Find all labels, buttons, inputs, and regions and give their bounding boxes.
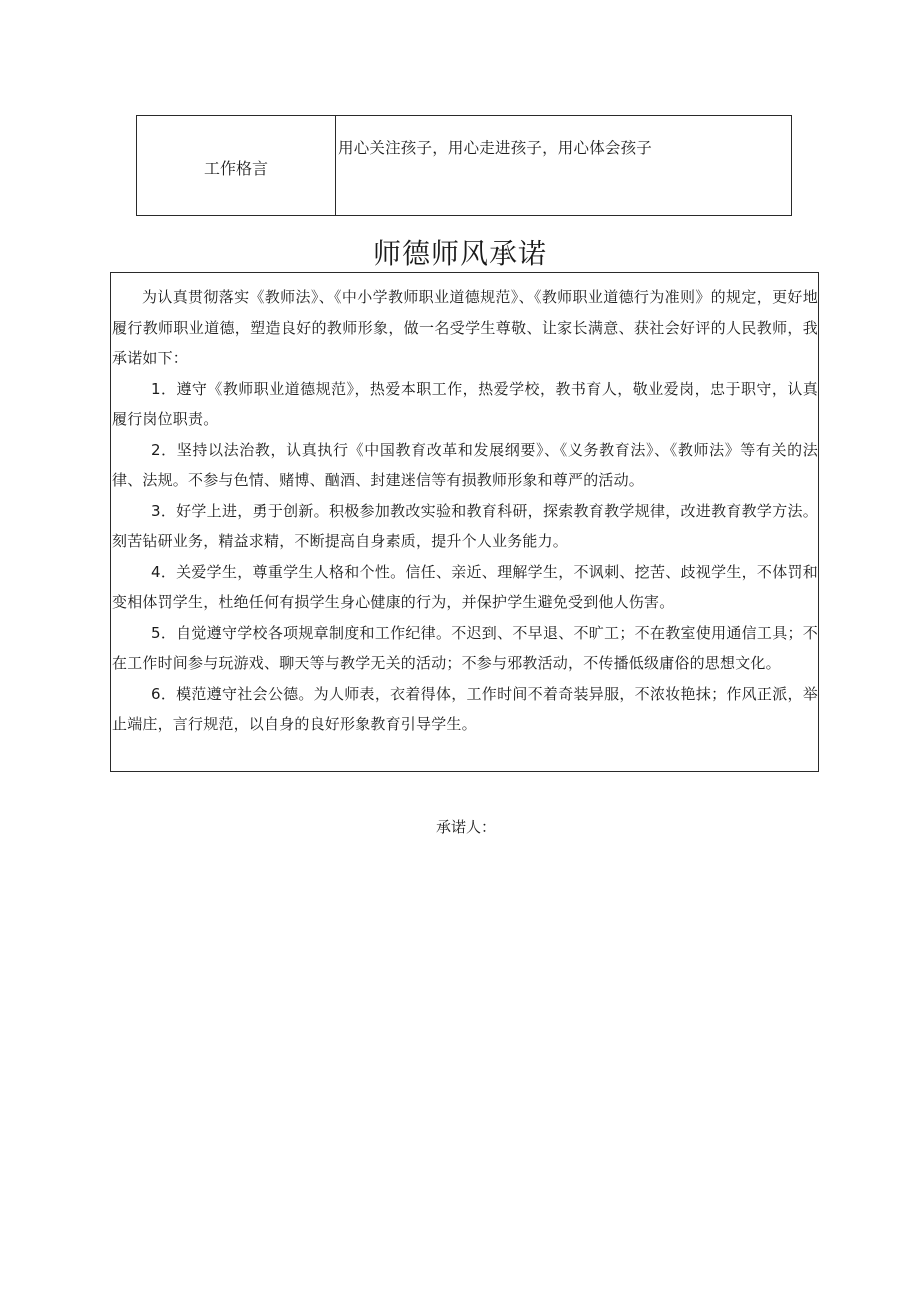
signature-label: 承诺人： bbox=[436, 818, 497, 836]
pledge-item: 1．遵守《教师职业道德规范》，热爱本职工作，热爱学校，教书育人，敬业爱岗，忠于职守，认真履行岗位职责。 bbox=[112, 379, 818, 428]
pledge-box bbox=[110, 272, 819, 772]
pledge-item: 5．自觉遵守学校各项规章制度和工作纪律。不迟到、不早退、不旷工；不在教室使用通信工具；不在工作时间参与玩游戏、聊天等与教学无关的活动；不参与邪教活动，不传播低级庸俗的思想文化。 bbox=[112, 623, 818, 672]
pledge-item: 4．关爱学生，尊重学生人格和个性。信任、亲近、理解学生，不讽刺、挖苦、歧视学生，不体罚和变相体罚学生，杜绝任何有损学生身心健康的行为，并保护学生避免受到他人伤害。 bbox=[112, 562, 818, 611]
pledge-item: 2．坚持以法治教，认真执行《中国教育改革和发展纲要》、《义务教育法》、《教师法》等有关的法律、法规。不参与色情、赌博、酗酒、封建迷信等有损教师形象和尊严的活动。 bbox=[112, 440, 818, 489]
motto-label: 工作格言 bbox=[137, 116, 336, 215]
motto-table bbox=[136, 115, 792, 216]
page-title: 师德师风承诺 bbox=[372, 237, 547, 270]
motto-value: 用心关注孩子，用心走进孩子，用心体会孩子 bbox=[338, 139, 653, 157]
pledge-item: 3．好学上进，勇于创新。积极参加教改实验和教育科研，探索教育教学规律，改进教育教学方法。刻苦钻研业务，精益求精，不断提高自身素质，提升个人业务能力。 bbox=[112, 501, 818, 550]
pledge-item: 6．模范遵守社会公德。为人师表，衣着得体，工作时间不着奇装异服，不浓妆艳抹；作风正派，举止端庄，言行规范，以自身的良好形象教育引导学生。 bbox=[112, 684, 818, 733]
pledge-intro: 为认真贯彻落实《教师法》、《中小学教师职业道德规范》、《教师职业道德行为准则》的规定，更好地履行教师职业道德，塑造良好的教师形象，做一名受学生尊敬、让家长满意、获社会好评的人民教师，我承诺如下： bbox=[112, 288, 818, 367]
